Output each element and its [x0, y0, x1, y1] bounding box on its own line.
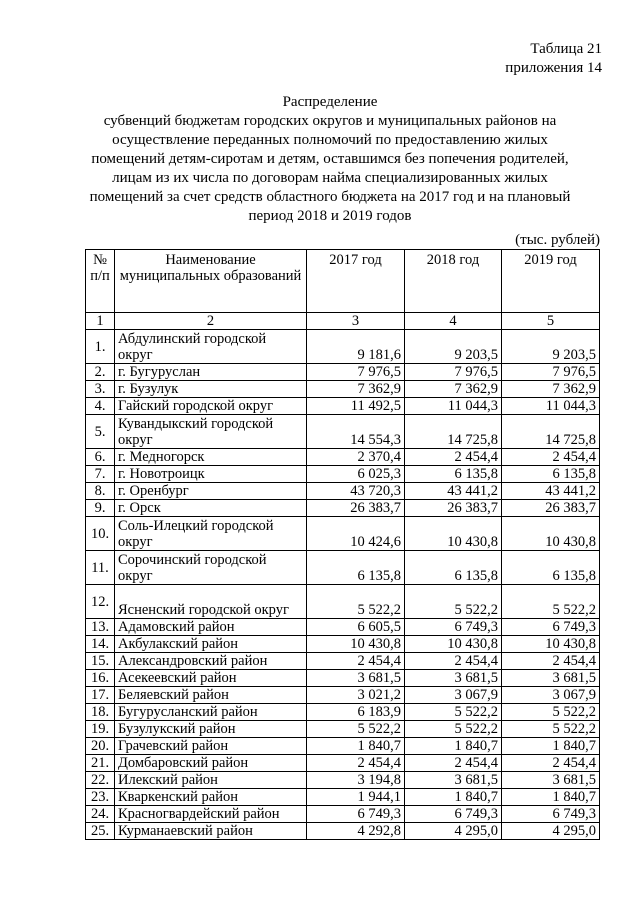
row-name: Бугурусланский район: [115, 704, 307, 721]
row-name: Ясненский городской округ: [115, 585, 307, 619]
row-value-2019: 9 203,5: [502, 330, 600, 364]
row-value-2017: 3 194,8: [307, 772, 405, 789]
row-name: Грачевский район: [115, 738, 307, 755]
row-value-2019: 7 976,5: [502, 364, 600, 381]
row-name: Гайский городской округ: [115, 398, 307, 415]
row-value-2017: 2 454,4: [307, 755, 405, 772]
title-line: лицам из их числа по договорам найма специализированных жилых: [112, 170, 548, 186]
table-row: [86, 500, 600, 517]
row-name: Курманаевский район: [115, 823, 307, 840]
row-number: 10.: [86, 517, 115, 551]
row-value-2017: 6 749,3: [307, 806, 405, 823]
row-number: 11.: [86, 551, 115, 585]
row-number: 17.: [86, 687, 115, 704]
row-value-2017: 6 135,8: [307, 551, 405, 585]
table-row: [86, 823, 600, 840]
row-name: г. Орск: [115, 500, 307, 517]
table-header-row: [86, 250, 600, 313]
row-value-2017: 1 944,1: [307, 789, 405, 806]
row-name: г. Новотроицк: [115, 466, 307, 483]
row-name: г. Бузулук: [115, 381, 307, 398]
row-number: 5.: [86, 415, 115, 449]
title-line: помещений за счет средств областного бюджета на 2017 год и на плановый: [89, 189, 571, 205]
row-value-2018: 5 522,2: [405, 585, 502, 619]
title-line: помещений детям-сиротам и детям, оставшимся без попечения родителей,: [91, 151, 569, 167]
table-row: [86, 381, 600, 398]
row-value-2018: 3 681,5: [405, 670, 502, 687]
table-row: [86, 687, 600, 704]
row-value-2018: 10 430,8: [405, 517, 502, 551]
table-row: [86, 653, 600, 670]
table-row: [86, 517, 600, 551]
row-value-2017: 1 840,7: [307, 738, 405, 755]
column-number-row: [86, 313, 600, 330]
row-number: 9.: [86, 500, 115, 517]
row-number: 20.: [86, 738, 115, 755]
row-value-2019: 1 840,7: [502, 789, 600, 806]
table-row: [86, 772, 600, 789]
appendix-reference: [505, 40, 602, 78]
title-line: период 2018 и 2019 годов: [248, 208, 412, 224]
table-row: [86, 789, 600, 806]
row-value-2019: 6 135,8: [502, 551, 600, 585]
row-value-2019: 2 454,4: [502, 653, 600, 670]
row-value-2019: 5 522,2: [502, 704, 600, 721]
header-name: Наименование муниципальных образований: [115, 250, 307, 313]
row-name: г. Оренбург: [115, 483, 307, 500]
table-row: [86, 415, 600, 449]
row-name: Адамовский район: [115, 619, 307, 636]
units-label: (тыс. рублей): [515, 232, 600, 248]
appendix-number: приложения 14: [505, 60, 602, 76]
table-row: [86, 330, 600, 364]
row-value-2019: 3 681,5: [502, 772, 600, 789]
row-name: Абдулинский городской округ: [115, 330, 307, 364]
row-number: 3.: [86, 381, 115, 398]
row-value-2019: 1 840,7: [502, 738, 600, 755]
table-row: [86, 483, 600, 500]
row-name: Кваркенский район: [115, 789, 307, 806]
row-name: Красногвардейский район: [115, 806, 307, 823]
row-number: 13.: [86, 619, 115, 636]
row-name: Бузулукский район: [115, 721, 307, 738]
row-value-2018: 6 749,3: [405, 806, 502, 823]
title-line: Распределение: [282, 94, 378, 110]
row-value-2019: 6 135,8: [502, 466, 600, 483]
row-number: 6.: [86, 449, 115, 466]
table-row: [86, 636, 600, 653]
row-name: Кувандыкский городской округ: [115, 415, 307, 449]
row-value-2018: 2 454,4: [405, 653, 502, 670]
row-value-2017: 5 522,2: [307, 721, 405, 738]
row-number: 7.: [86, 466, 115, 483]
column-number: 1: [86, 313, 115, 330]
document-title: [60, 93, 600, 226]
row-value-2018: 3 681,5: [405, 772, 502, 789]
row-value-2018: 6 749,3: [405, 619, 502, 636]
row-value-2019: 26 383,7: [502, 500, 600, 517]
row-name: Илекский район: [115, 772, 307, 789]
row-value-2017: 5 522,2: [307, 585, 405, 619]
row-number: 24.: [86, 806, 115, 823]
row-value-2017: 7 362,9: [307, 381, 405, 398]
row-value-2017: 10 424,6: [307, 517, 405, 551]
row-value-2018: 1 840,7: [405, 789, 502, 806]
row-number: 25.: [86, 823, 115, 840]
row-value-2017: 3 681,5: [307, 670, 405, 687]
row-value-2018: 7 362,9: [405, 381, 502, 398]
title-line: субвенций бюджетам городских округов и муниципальных районов на: [103, 113, 557, 129]
row-value-2018: 5 522,2: [405, 721, 502, 738]
row-name: Соль-Илецкий городской округ: [115, 517, 307, 551]
title-line: осуществление переданных полномочий по предоставлению жилых: [112, 132, 548, 148]
row-value-2017: 14 554,3: [307, 415, 405, 449]
row-value-2017: 6 183,9: [307, 704, 405, 721]
row-value-2017: 26 383,7: [307, 500, 405, 517]
subvention-table: [85, 249, 600, 840]
row-number: 12.: [86, 585, 115, 619]
row-number: 19.: [86, 721, 115, 738]
row-name: Беляевский район: [115, 687, 307, 704]
row-name: Акбулакский район: [115, 636, 307, 653]
row-name: Домбаровский район: [115, 755, 307, 772]
table-row: [86, 551, 600, 585]
row-value-2019: 11 044,3: [502, 398, 600, 415]
table-row: [86, 755, 600, 772]
row-value-2017: 10 430,8: [307, 636, 405, 653]
table-row: [86, 585, 600, 619]
table-number: Таблица 21: [530, 41, 602, 57]
row-value-2017: 6 025,3: [307, 466, 405, 483]
header-2019: 2019 год: [502, 250, 600, 313]
row-value-2018: 5 522,2: [405, 704, 502, 721]
row-value-2017: 7 976,5: [307, 364, 405, 381]
row-value-2019: 5 522,2: [502, 721, 600, 738]
row-value-2017: 2 454,4: [307, 653, 405, 670]
row-value-2018: 2 454,4: [405, 755, 502, 772]
table-row: [86, 398, 600, 415]
header-num: № п/п: [86, 250, 115, 313]
column-number: 4: [405, 313, 502, 330]
row-value-2018: 1 840,7: [405, 738, 502, 755]
row-number: 18.: [86, 704, 115, 721]
row-value-2018: 11 044,3: [405, 398, 502, 415]
header-2018: 2018 год: [405, 250, 502, 313]
row-number: 2.: [86, 364, 115, 381]
row-value-2017: 2 370,4: [307, 449, 405, 466]
table-row: [86, 670, 600, 687]
table-row: [86, 806, 600, 823]
row-value-2018: 14 725,8: [405, 415, 502, 449]
row-value-2018: 43 441,2: [405, 483, 502, 500]
row-value-2019: 6 749,3: [502, 619, 600, 636]
column-number: 5: [502, 313, 600, 330]
table-row: [86, 466, 600, 483]
row-value-2017: 4 292,8: [307, 823, 405, 840]
row-value-2018: 3 067,9: [405, 687, 502, 704]
row-number: 1.: [86, 330, 115, 364]
row-number: 8.: [86, 483, 115, 500]
row-value-2019: 3 681,5: [502, 670, 600, 687]
row-name: Александровский район: [115, 653, 307, 670]
table-row: [86, 449, 600, 466]
column-number: 2: [115, 313, 307, 330]
table-row: [86, 738, 600, 755]
row-value-2018: 7 976,5: [405, 364, 502, 381]
row-value-2019: 2 454,4: [502, 755, 600, 772]
row-value-2018: 6 135,8: [405, 466, 502, 483]
row-value-2019: 7 362,9: [502, 381, 600, 398]
row-value-2019: 14 725,8: [502, 415, 600, 449]
row-number: 21.: [86, 755, 115, 772]
row-name: г. Медногорск: [115, 449, 307, 466]
row-value-2018: 6 135,8: [405, 551, 502, 585]
row-value-2019: 6 749,3: [502, 806, 600, 823]
row-value-2017: 11 492,5: [307, 398, 405, 415]
row-value-2017: 6 605,5: [307, 619, 405, 636]
table-row: [86, 364, 600, 381]
row-value-2017: 43 720,3: [307, 483, 405, 500]
row-value-2019: 4 295,0: [502, 823, 600, 840]
row-number: 14.: [86, 636, 115, 653]
row-value-2018: 26 383,7: [405, 500, 502, 517]
row-number: 16.: [86, 670, 115, 687]
row-value-2019: 10 430,8: [502, 517, 600, 551]
row-value-2017: 9 181,6: [307, 330, 405, 364]
row-name: г. Бугуруслан: [115, 364, 307, 381]
column-number: 3: [307, 313, 405, 330]
table-row: [86, 721, 600, 738]
header-2017: 2017 год: [307, 250, 405, 313]
row-number: 15.: [86, 653, 115, 670]
row-value-2018: 10 430,8: [405, 636, 502, 653]
row-value-2019: 43 441,2: [502, 483, 600, 500]
row-name: Сорочинский городской округ: [115, 551, 307, 585]
row-name: Асекеевский район: [115, 670, 307, 687]
row-value-2019: 3 067,9: [502, 687, 600, 704]
row-value-2019: 5 522,2: [502, 585, 600, 619]
table-row: [86, 619, 600, 636]
row-value-2017: 3 021,2: [307, 687, 405, 704]
table-row: [86, 704, 600, 721]
row-number: 22.: [86, 772, 115, 789]
row-value-2018: 2 454,4: [405, 449, 502, 466]
row-number: 4.: [86, 398, 115, 415]
row-value-2019: 2 454,4: [502, 449, 600, 466]
row-number: 23.: [86, 789, 115, 806]
row-value-2019: 10 430,8: [502, 636, 600, 653]
row-value-2018: 9 203,5: [405, 330, 502, 364]
row-value-2018: 4 295,0: [405, 823, 502, 840]
